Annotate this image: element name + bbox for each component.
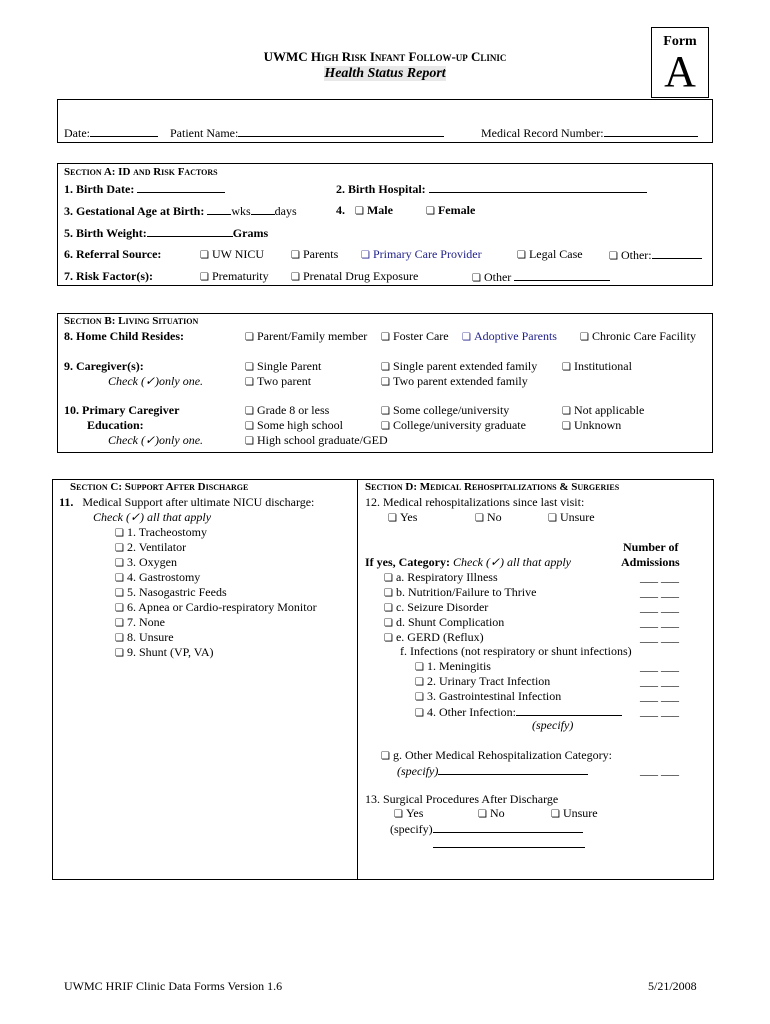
cat-other-specify[interactable]: (specify)	[397, 763, 588, 779]
sex-field: 4.	[336, 203, 345, 217]
q12-label: 12. Medical rehospitalizations since last visit:	[365, 495, 585, 509]
inf-meningitis-count[interactable]: ___ ___	[640, 659, 679, 673]
support-apnea-monitor[interactable]: ❏ 6. Apnea or Cardio-respiratory Monitor	[115, 600, 317, 614]
patient-name-field[interactable]: Patient Name:	[170, 125, 444, 141]
edu-grade8[interactable]: ❏ Grade 8 or less	[245, 403, 330, 417]
support-nasogastric[interactable]: ❏ 5. Nasogastric Feeds	[115, 585, 227, 599]
resides-foster-care[interactable]: ❏ Foster Care	[381, 329, 449, 343]
gestational-age-field[interactable]: 3. Gestational Age at Birth: wks days	[64, 204, 297, 218]
cat-nutrition-count[interactable]: ___ ___	[640, 585, 679, 599]
q11-label: 11. Medical Support after ultimate NICU discharge:	[59, 495, 315, 509]
caregiver-single-extended[interactable]: ❏ Single parent extended family	[381, 359, 538, 373]
birth-date-field[interactable]: 1. Birth Date:	[64, 181, 225, 197]
risk-other[interactable]: ❏ Other	[472, 269, 610, 285]
form-title: UWMC High Risk Infant Follow-up Clinic	[263, 49, 507, 64]
q12-yes[interactable]: ❏ Yes	[388, 510, 418, 524]
section-c-title: Section C: Support After Discharge	[70, 481, 249, 493]
support-tracheostomy[interactable]: ❏ 1. Tracheostomy	[115, 525, 207, 539]
support-unsure[interactable]: ❏ 8. Unsure	[115, 630, 174, 644]
num-admissions-header-2: Admissions	[621, 555, 680, 569]
cat-shunt[interactable]: ❏ d. Shunt Complication	[384, 615, 505, 629]
section-b-title: Section B: Living Situation	[64, 315, 199, 327]
resides-adoptive-parents[interactable]: ❏ Adoptive Parents	[462, 329, 557, 343]
cat-seizure-count[interactable]: ___ ___	[640, 600, 679, 614]
referral-uw-nicu[interactable]: ❏ UW NICU	[200, 247, 265, 261]
education-check-one: Check (✓)only one.	[108, 433, 204, 447]
q13-label: 13. Surgical Procedures After Discharge	[365, 792, 559, 806]
form-id-box	[651, 27, 709, 98]
resides-chronic-care[interactable]: ❏ Chronic Care Facility	[580, 329, 696, 343]
birth-weight-field[interactable]: 5. Birth Weight: Grams	[64, 226, 269, 240]
q13-no[interactable]: ❏ No	[478, 806, 505, 820]
infections-label: f. Infections (not respiratory or shunt infections)	[400, 644, 632, 658]
q12-no[interactable]: ❏ No	[475, 510, 502, 524]
form-letter: A	[664, 47, 696, 96]
mrn-field[interactable]: Medical Record Number:	[481, 125, 698, 141]
risk-prematurity[interactable]: ❏ Prematurity	[200, 269, 269, 283]
q13-yes[interactable]: ❏ Yes	[394, 806, 424, 820]
section-a-title: Section A: ID and Risk Factors	[64, 166, 218, 178]
q13-specify[interactable]: (specify)	[390, 821, 583, 837]
female-checkbox[interactable]: ❏ Female	[426, 203, 476, 217]
inf-other-count[interactable]: ___ ___	[640, 704, 679, 718]
date-field[interactable]: Date:	[64, 125, 158, 141]
section-d-title: Section D: Medical Rehospitalizations & Surgeries	[365, 481, 620, 493]
education-label-2: Education:	[87, 418, 144, 432]
inf-meningitis[interactable]: ❏ 1. Meningitis	[415, 659, 491, 673]
support-oxygen[interactable]: ❏ 3. Oxygen	[115, 555, 177, 569]
referral-label: 6. Referral Source:	[64, 247, 162, 261]
support-ventilator[interactable]: ❏ 2. Ventilator	[115, 540, 187, 554]
edu-unknown[interactable]: ❏ Unknown	[562, 418, 622, 432]
risk-prenatal-drug[interactable]: ❏ Prenatal Drug Exposure	[291, 269, 419, 283]
q11-check-all: Check (✓) all that apply	[93, 510, 212, 524]
resides-parent-family[interactable]: ❏ Parent/Family member	[245, 329, 368, 343]
cat-gerd[interactable]: ❏ e. GERD (Reflux)	[384, 630, 484, 644]
resides-label: 8. Home Child Resides:	[64, 329, 184, 343]
caregiver-label: 9. Caregiver(s):	[64, 359, 144, 373]
inf-gi[interactable]: ❏ 3. Gastrointestinal Infection	[415, 689, 562, 703]
referral-legal-case[interactable]: ❏ Legal Case	[517, 247, 583, 261]
caregiver-two-parent[interactable]: ❏ Two parent	[245, 374, 312, 388]
num-admissions-header-1: Number of	[623, 540, 679, 554]
edu-some-college[interactable]: ❏ Some college/university	[381, 403, 510, 417]
if-yes-category: If yes, Category: Check (✓) all that apply	[365, 555, 572, 569]
edu-hs-graduate[interactable]: ❏ High school graduate/GED	[245, 433, 388, 447]
inf-uti[interactable]: ❏ 2. Urinary Tract Infection	[415, 674, 551, 688]
cat-other-count[interactable]: ___ ___	[640, 763, 679, 777]
footer-version: UWMC HRIF Clinic Data Forms Version 1.6	[64, 979, 283, 993]
male-checkbox[interactable]: ❏ Male	[355, 203, 393, 217]
column-divider	[357, 479, 358, 880]
q13-specify-line-2[interactable]	[433, 836, 585, 852]
inf-uti-count[interactable]: ___ ___	[640, 674, 679, 688]
risk-label: 7. Risk Factor(s):	[64, 269, 153, 283]
referral-primary-care[interactable]: ❏ Primary Care Provider	[361, 247, 482, 261]
q13-unsure[interactable]: ❏ Unsure	[551, 806, 598, 820]
edu-some-high-school[interactable]: ❏ Some high school	[245, 418, 343, 432]
cat-other[interactable]: ❏ g. Other Medical Rehospitalization Category:	[381, 748, 612, 762]
form-subtitle: Health Status Report	[324, 66, 446, 81]
referral-other[interactable]: ❏ Other:	[609, 247, 702, 263]
cat-nutrition[interactable]: ❏ b. Nutrition/Failure to Thrive	[384, 585, 537, 599]
edu-college-grad[interactable]: ❏ College/university graduate	[381, 418, 526, 432]
caregiver-institutional[interactable]: ❏ Institutional	[562, 359, 632, 373]
caregiver-two-extended[interactable]: ❏ Two parent extended family	[381, 374, 528, 388]
inf-other[interactable]: ❏ 4. Other Infection:	[415, 704, 622, 720]
inf-other-specify: (specify)	[532, 718, 574, 732]
support-gastrostomy[interactable]: ❏ 4. Gastrostomy	[115, 570, 201, 584]
inf-gi-count[interactable]: ___ ___	[640, 689, 679, 703]
q12-unsure[interactable]: ❏ Unsure	[548, 510, 595, 524]
caregiver-single-parent[interactable]: ❏ Single Parent	[245, 359, 322, 373]
education-label: 10. Primary Caregiver	[64, 403, 180, 417]
form-word: Form	[663, 34, 697, 49]
edu-not-applicable[interactable]: ❏ Not applicable	[562, 403, 645, 417]
support-none[interactable]: ❏ 7. None	[115, 615, 165, 629]
cat-respiratory[interactable]: ❏ a. Respiratory Illness	[384, 570, 498, 584]
support-shunt[interactable]: ❏ 9. Shunt (VP, VA)	[115, 645, 214, 659]
footer-date: 5/21/2008	[648, 979, 697, 993]
cat-shunt-count[interactable]: ___ ___	[640, 615, 679, 629]
caregiver-check-one: Check (✓)only one.	[108, 374, 204, 388]
referral-parents[interactable]: ❏ Parents	[291, 247, 339, 261]
cat-gerd-count[interactable]: ___ ___	[640, 630, 679, 644]
cat-respiratory-count[interactable]: ___ ___	[640, 570, 679, 584]
birth-hospital-field[interactable]: 2. Birth Hospital:	[336, 181, 647, 197]
cat-seizure[interactable]: ❏ c. Seizure Disorder	[384, 600, 489, 614]
